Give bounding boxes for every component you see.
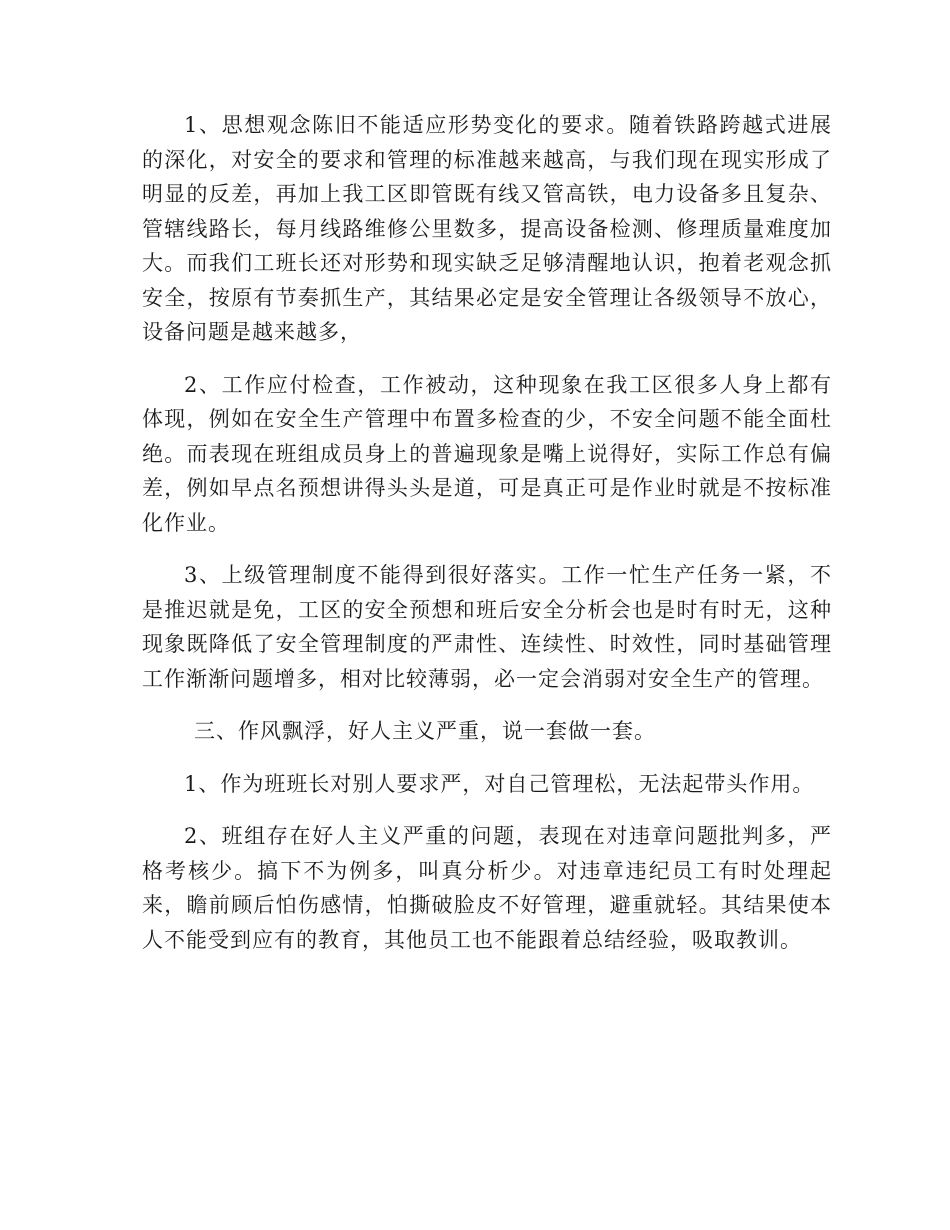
section-heading: 三、作风飘浮，好人主义严重，说一套做一套。 [194, 719, 656, 743]
paragraph-5: 2、班组存在好人主义严重的问题，表现在对违章问题批判多，严格考核少。搞下不为例多，叫真分析少。对违章违纪员工有时处理起来，瞻前顾后怕伤感情，怕撕破脸皮不好管理，避重就轻。其结果使本人不能受到应有的教育，其他员工也不能跟着总结经验，吸取教训。 [142, 824, 832, 952]
paragraph-4: 1、作为班班长对别人要求严，对自己管理松，无法起带头作用。 [184, 771, 815, 796]
paragraph-1: 1、思想观念陈旧不能适应形势变化的要求。随着铁路跨越式进展的深化，对安全的要求和管理的标准越来越高，与我们现在现实形成了明显的反差，再加上我工区即管既有线又管高铁，电力设备多且复杂、管辖线路长，每月线路维修公里数多，提高设备检测、修理质量难度加大。而我们工班长还对形势和现实缺乏足够清醒地认识，抱着老观念抓安全，按原有节奏抓生产，其结果必定是安全管理让各级领导不放心，设备问题是越来越多， [142, 113, 832, 344]
paragraph-3: 3、上级管理制度不能得到很好落实。工作一忙生产任务一紧，不是推迟就是免，工区的安全预想和班后安全分析会也是时有时无，这种现象既降低了安全管理制度的严肃性、连续性、时效性，同时基础管理工作渐渐问题增多，相对比较薄弱，必一定会消弱对安全生产的管理。 [142, 563, 832, 691]
paragraph-2: 2、工作应付检查，工作被动，这种现象在我工区很多人身上都有体现，例如在安全生产管理中布置多检查的少，不安全问题不能全面杜绝。而表现在班组成员身上的普遍现象是嘴上说得好，实际工作总有偏差，例如早点名预想讲得头头是道，可是真正可是作业时就是不按标准化作业。 [142, 372, 832, 535]
document-body [142, 108, 832, 975]
